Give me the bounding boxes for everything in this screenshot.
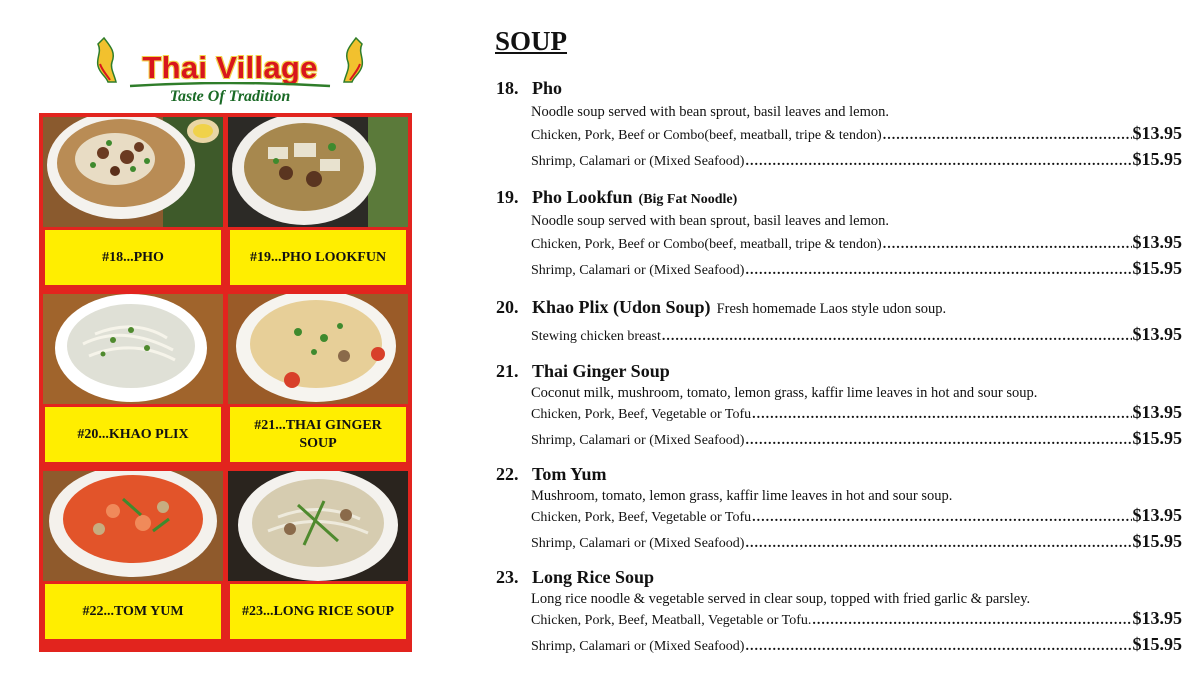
menu-item-number: 20. — [496, 297, 519, 317]
leader-dots — [812, 613, 1131, 629]
price-option: Shrimp, Calamari or (Mixed Seafood) — [531, 154, 745, 169]
menu-item-description: Mushroom, tomato, lemon grass, kaffir lime leaves in hot and sour soup. — [531, 488, 953, 504]
leader-dots — [883, 237, 1132, 253]
price-row — [531, 324, 1182, 348]
price: $15.95 — [1132, 634, 1182, 654]
price-row — [531, 402, 1182, 426]
photo-caption: #18...PHO — [45, 230, 221, 285]
menu-item-name: Pho Lookfun — [532, 187, 633, 207]
photo-caption: #22...TOM YUM — [45, 584, 221, 639]
photo-caption: #23...LONG RICE SOUP — [230, 584, 406, 639]
menu-item — [496, 464, 1182, 555]
price-option: Chicken, Pork, Beef, Vegetable or Tofu — [531, 510, 752, 525]
menu-item-number: 19. — [496, 187, 519, 207]
photo-caption: #21...THAI GINGER SOUP — [230, 407, 406, 462]
photo-grid — [39, 113, 412, 652]
leader-dots — [745, 263, 1131, 279]
thai-ginger-soup-photo — [228, 294, 408, 404]
menu-item-name: Pho — [532, 78, 563, 98]
menu-item-title — [496, 297, 1182, 318]
menu-item — [496, 297, 1182, 348]
menu-item — [496, 187, 1182, 282]
price-option: Shrimp, Calamari or (Mixed Seafood) — [531, 263, 745, 278]
price-row — [531, 123, 1182, 147]
price: $15.95 — [1132, 258, 1182, 278]
photo-card — [43, 117, 223, 287]
menu-item-description: Long rice noodle & vegetable served in clear soup, topped with fried garlic & parsley. — [531, 591, 1031, 607]
photo-card — [228, 117, 408, 287]
photo-caption: #19...PHO LOOKFUN — [230, 230, 406, 285]
price-row — [531, 232, 1182, 256]
price-option: Shrimp, Calamari or (Mixed Seafood) — [531, 639, 745, 654]
long-rice-soup-photo — [228, 471, 408, 581]
menu-item-title — [496, 78, 1182, 99]
leader-dots — [745, 536, 1131, 552]
photo-card — [43, 471, 223, 641]
price-option: Shrimp, Calamari or (Mixed Seafood) — [531, 433, 745, 448]
pho-lookfun-photo — [228, 117, 408, 227]
restaurant-logo — [90, 36, 370, 110]
menu-item-name: Khao Plix (Udon Soup) — [532, 297, 711, 317]
leader-dots — [662, 329, 1132, 345]
price: $15.95 — [1132, 428, 1182, 448]
price: $13.95 — [1132, 232, 1182, 252]
photo-card — [43, 294, 223, 464]
section-heading: SOUP — [495, 26, 568, 56]
menu-item-description: Noodle soup served with bean sprout, basil leaves and lemon. — [531, 104, 889, 120]
price: $13.95 — [1132, 402, 1182, 422]
photo-card — [228, 471, 408, 641]
pho-photo — [43, 117, 223, 227]
restaurant-name: Thai Village — [142, 50, 318, 85]
menu-item-title — [496, 464, 1182, 485]
price-row — [531, 531, 1182, 555]
price-option: Chicken, Pork, Beef, Meatball, Vegetable or Tofu. — [531, 613, 812, 628]
menu-item-number: 22. — [496, 464, 519, 484]
price: $15.95 — [1132, 149, 1182, 169]
menu-item — [496, 361, 1182, 452]
menu-item-title — [496, 361, 1182, 382]
leader-dots — [745, 433, 1131, 449]
tom-yum-photo — [43, 471, 223, 581]
price: $13.95 — [1132, 324, 1182, 344]
price: $13.95 — [1132, 505, 1182, 525]
photo-caption: #20...KHAO PLIX — [45, 407, 221, 462]
menu-item-title — [496, 567, 1182, 588]
leader-dots — [745, 154, 1131, 170]
menu-item-note: (Big Fat Noodle) — [638, 192, 738, 207]
menu-item-number: 21. — [496, 361, 519, 381]
restaurant-tagline: Taste Of Tradition — [169, 88, 291, 105]
price: $15.95 — [1132, 531, 1182, 551]
price-row — [531, 428, 1182, 452]
menu-item-number: 23. — [496, 567, 519, 587]
menu-item-name: Tom Yum — [532, 464, 607, 484]
menu-item-title — [496, 187, 1182, 208]
menu-item-name: Thai Ginger Soup — [532, 361, 670, 381]
price-option: Stewing chicken breast — [531, 329, 661, 344]
menu-item — [496, 78, 1182, 173]
photo-card — [228, 294, 408, 464]
leader-dots — [752, 510, 1131, 526]
price-option: Shrimp, Calamari or (Mixed Seafood) — [531, 536, 745, 551]
price: $13.95 — [1132, 608, 1182, 628]
price-row — [531, 149, 1182, 173]
menu-item-number: 18. — [496, 78, 519, 98]
price-option: Chicken, Pork, Beef, Vegetable or Tofu — [531, 407, 752, 422]
leader-dots — [752, 407, 1131, 423]
menu-item-description: Noodle soup served with bean sprout, basil leaves and lemon. — [531, 213, 889, 229]
khao-plix-photo — [43, 294, 223, 404]
leader-dots — [883, 128, 1132, 144]
price-option: Chicken, Pork, Beef or Combo(beef, meatball, tripe & tendon) — [531, 128, 882, 143]
menu-item-description: Coconut milk, mushroom, tomato, lemon grass, kaffir lime leaves in hot and sour soup. — [531, 385, 1038, 401]
price-row — [531, 634, 1182, 658]
leader-dots — [745, 639, 1131, 655]
price-option: Chicken, Pork, Beef or Combo(beef, meatball, tripe & tendon) — [531, 237, 882, 252]
price-row — [531, 608, 1182, 632]
menu-item-note: Fresh homemade Laos style udon soup. — [716, 301, 947, 317]
price: $13.95 — [1132, 123, 1182, 143]
menu-item — [496, 567, 1182, 658]
menu-item-name: Long Rice Soup — [532, 567, 655, 587]
price-row — [531, 505, 1182, 529]
price-row — [531, 258, 1182, 282]
